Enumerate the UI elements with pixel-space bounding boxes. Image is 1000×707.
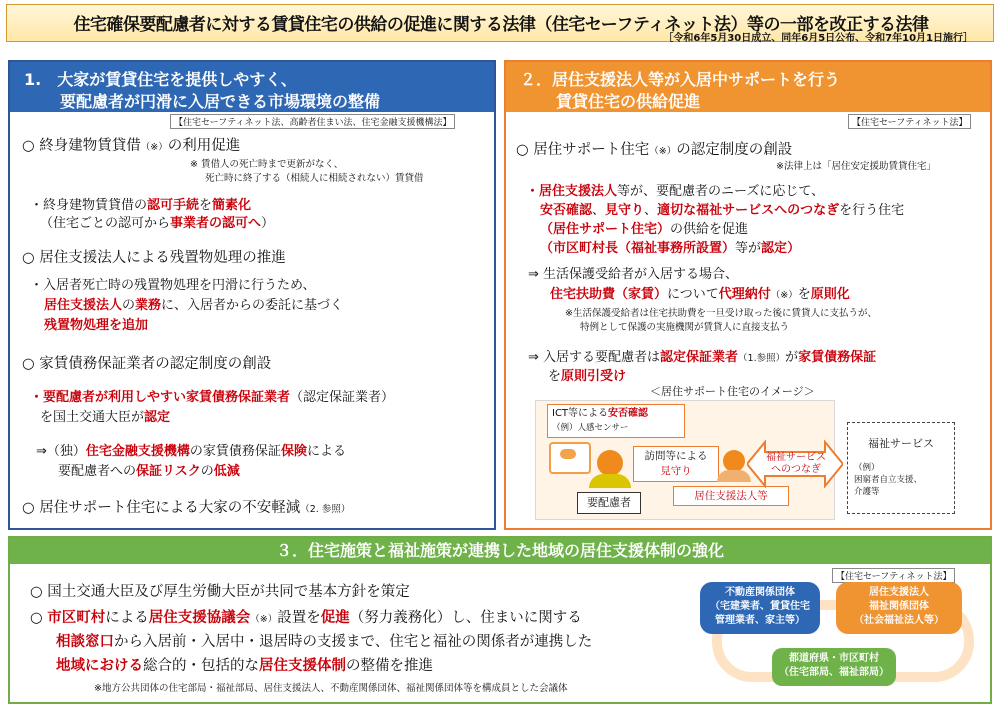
section1-bullet1-line2: （住宅ごとの認可から事業者の認可へ） [40,216,275,231]
person-head-icon [597,450,623,476]
section1-note1a: ※ 賃借人の死亡時まで更新がなく、 [190,159,344,170]
section1-title-line1: 1. 大家が賃貸住宅を提供しやすく、 [24,70,297,89]
section3-note: ※地方公共団体の住宅部局・福祉部局、居住支援法人、不動産関係団体、福祉関係団体等を構成員とした会議体 [94,683,568,694]
ict-monitoring-box: ICT等による安否確認 （例）人感センサー [547,404,685,438]
section1-item3-heading: ○ 家賃債務保証業者の認定制度の創設 [22,356,272,372]
org-government-box: 都道府県・市区町村 （住宅部局、福祉部局） [772,648,896,686]
section2-title-line1: ２．居住支援法人等が入居中サポートを行う [520,70,841,89]
section2-heading [506,62,990,112]
section2-para3-line1: ⇒ 入居する要配慮者は認定保証業者（1.参照）が家賃債務保証 [528,350,877,365]
staff-body-icon [717,470,751,482]
section1-bullet4-line1: ⇒（独）住宅金融支援機構の家賃債務保証保険による [36,444,346,459]
document-dates: ［令和6年5月30日成立、同年6月5日公布、令和7年10月1日施行］ [663,33,973,44]
header-banner [6,4,994,42]
section2-title-line2: 賃貸住宅の供給促進 [556,92,701,111]
section2-para1-line4: （市区町村長（福祉事務所設置）等が認定） [540,241,801,256]
section1-heading [10,62,494,112]
section1-bullet2-line3: 残置物処理を追加 [44,318,149,333]
visit-watch-box: 訪問等による 見守り [633,446,719,482]
person-label: 要配慮者 [577,492,641,514]
section1-bullet4-line2: 要配慮者への保証リスクの低減 [58,464,240,479]
section1-bullet3-line1: ・要配慮者が利用しやすい家賃債務保証業者（認定保証業者） [30,390,395,405]
section1-note1b: 死亡時に終了する（相続人に相続されない）賃貸借 [205,173,424,184]
section2-law-tag: 【住宅セーフティネット法】 [848,114,971,129]
support-org-label: 居住支援法人等 [673,486,789,506]
welfare-link-text: 福祉サービス へのつなぎ [766,452,826,475]
section1-title-line2: 要配慮者が円滑に入居できる市場環境の整備 [60,92,381,111]
section1-bullet3-line2: を国土交通大臣が認定 [40,410,171,425]
org-welfare-box: 居住支援法人 福祉関係団体 （社会福祉法人等） [836,582,962,634]
section2-para3-line2: を原則引受け [548,369,627,384]
section1-item2-heading: ○ 居住支援法人による残置物処理の推進 [22,250,286,266]
section1-bullet2-line1: ・入居者死亡時の残置物処理を円滑に行うため、 [30,278,316,293]
document-title: 住宅確保要配慮者に対する賃貸住宅の供給の促進に関する法律（住宅セーフティネット法）等の一部を改正する法律 [73,15,929,35]
welfare-service-box: 福祉サービス （例） 困窮者自立支援、 介護等 [847,422,955,514]
org-realestate-box: 不動産関係団体 （宅建業者、賃貸住宅 管理業者、家主等） [700,582,820,634]
section3-line3: 相談窓口から入居前・入居中・退居時の支援まで、住宅と福祉の関係者が連携した [56,634,593,650]
staff-head-icon [723,450,745,472]
section1-item1-heading: ○ 終身建物賃貸借（※）の利用促進 [22,138,241,154]
section2-note2b: 特例として保護の実施機関が賃貸人に直接支払う [580,322,790,333]
section2-para2-line2: 住宅扶助費（家賃）について代理納付（※）を原則化 [550,287,850,302]
section3-line2: ○ 市区町村による居住支援協議会（※）設置を促進（努力義務化）し、住まいに関する [30,610,582,626]
section3-line1: ○ 国土交通大臣及び厚生労働大臣が共同で基本方針を策定 [30,584,410,600]
sensor-icon [549,442,591,474]
section2-para1-line2: 安否確認、見守り、適切な福祉サービスへのつなぎを行う住宅 [540,203,905,218]
section1-bullet2-line2: 居住支援法人の業務に、入居者からの委託に基づく [44,298,344,313]
section2-note2a: ※生活保護受給者は住宅扶助費を一旦受け取った後に賃貸人に支払うが、 [565,308,877,319]
section1-bullet1-line1: ・終身建物賃貸借の認可手続を簡素化 [30,198,252,213]
section3-heading: ３．住宅施策と福祉施策が連携した地域の居住支援体制の強化 [10,538,990,564]
section2-note1: ※法律上は「居住安定援助賃貸住宅」 [776,161,936,172]
section2-para1-line1: ・居住支援法人等が、要配慮者のニーズに応じて、 [526,184,825,199]
section2-para2-line1: ⇒ 生活保護受給者が入居する場合、 [528,267,739,282]
section2-item1-heading: ○ 居住サポート住宅（※）の認定制度の創設 [516,142,793,158]
section3-law-tag: 【住宅セーフティネット法】 [832,568,955,583]
section3-line4: 地域における総合的・包括的な居住支援体制の整備を推進 [56,658,433,674]
person-body-icon [589,474,631,488]
image-caption: ＜居住サポート住宅のイメージ＞ [650,385,815,398]
section2-para1-line3: （居住サポート住宅）の供給を促進 [540,222,749,237]
section1-law-tag: 【住宅セーフティネット法、高齢者住まい法、住宅金融支援機構法】 [170,114,455,129]
section1-item4-heading: ○ 居住サポート住宅による大家の不安軽減（2. 参照） [22,500,351,516]
support-housing-diagram [535,400,965,520]
